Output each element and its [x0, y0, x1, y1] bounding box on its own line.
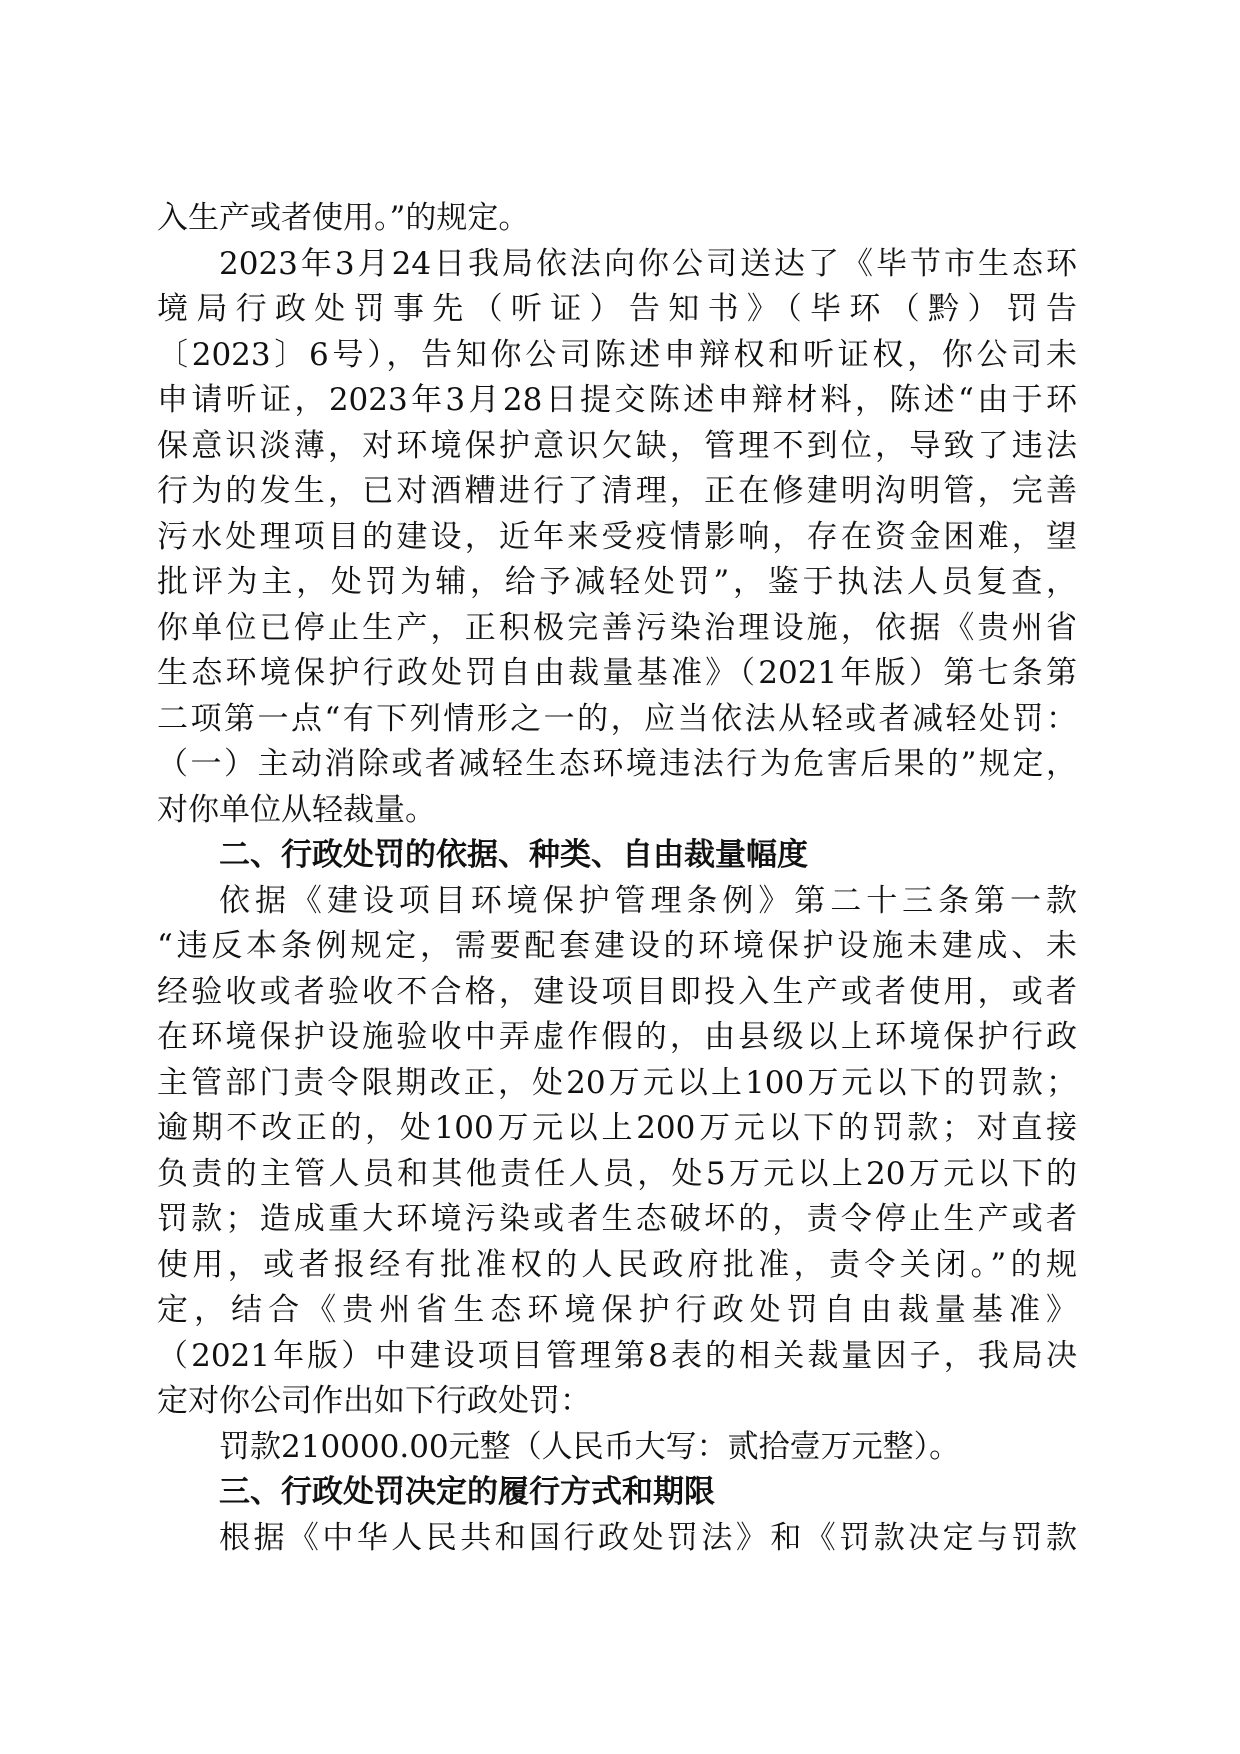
- basis-line: 经验收或者验收不合格，建设项目即投入生产或者使用，或者: [157, 973, 1077, 1010]
- penalty-amount: 罚款210000.00元整（人民币大写：贰拾壹万元整）。: [219, 1428, 961, 1465]
- basis-line: 在环境保护设施验收中弄虚作假的，由县级以上环境保护行政: [157, 1019, 1077, 1055]
- basis-line: “违反本条例规定，需要配套建设的环境保护设施未建成、未: [157, 928, 1077, 964]
- statement-line: 2023年3月24日我局依法向你公司送达了《毕节市生态环: [219, 245, 1077, 282]
- basis-line: 主管部门责令限期改正，处20万元以上100万元以下的罚款；: [157, 1064, 1077, 1101]
- basis-line: 依据《建设项目环境保护管理条例》第二十三条第一款: [219, 882, 1077, 919]
- basis-line: 使用，或者报经有批准权的人民政府批准，责令关闭。”的规: [157, 1246, 1077, 1283]
- section-heading-basis: 二、行政处罚的依据、种类、自由裁量幅度: [219, 837, 808, 873]
- statement-line: 污水处理项目的建设，近年来受疫情影响，存在资金困难，望: [157, 518, 1077, 555]
- statement-line: 保意识淡薄，对环境保护意识欠缺，管理不到位，导致了违法: [157, 427, 1077, 464]
- basis-line: （2021年版）中建设项目管理第8表的相关裁量因子，我局决: [157, 1337, 1077, 1374]
- basis-line: 定对你公司作出如下行政处罚：: [157, 1383, 591, 1419]
- document-page: [157, 196, 1077, 1561]
- execution-line: 根据《中华人民共和国行政处罚法》和《罚款决定与罚款: [219, 1519, 1077, 1556]
- statement-line: 境局行政处罚事先（听证）告知书》（毕环（黔）罚告: [157, 291, 1077, 327]
- statement-line: 批评为主，处罚为辅，给予减轻处罚”，鉴于执法人员复查，: [157, 564, 1077, 600]
- statement-line: 对你单位从轻裁量。: [157, 791, 436, 828]
- statement-line: 行为的发生，已对酒糟进行了清理，正在修建明沟明管，完善: [157, 473, 1077, 509]
- statement-line: 申请听证，2023年3月28日提交陈述申辩材料，陈述“由于环: [157, 382, 1077, 418]
- statement-line: 二项第一点“有下列情形之一的，应当依法从轻或者减轻处罚：: [157, 700, 1077, 737]
- paragraph-continuation: 入生产或者使用。”的规定。: [157, 200, 530, 236]
- basis-line: 罚款；造成重大环境污染或者生态破坏的，责令停止生产或者: [157, 1201, 1077, 1237]
- basis-line: 定，结合《贵州省生态环境保护行政处罚自由裁量基准》: [157, 1292, 1077, 1328]
- basis-line: 逾期不改正的，处100万元以上200万元以下的罚款；对直接: [157, 1110, 1077, 1146]
- statement-line: （一）主动消除或者减轻生态环境违法行为危害后果的”规定，: [157, 746, 1077, 782]
- section-heading-execution: 三、行政处罚决定的履行方式和期限: [219, 1474, 715, 1510]
- statement-line: 生态环境保护行政处罚自由裁量基准》（2021年版）第七条第: [157, 655, 1077, 691]
- statement-line: 你单位已停止生产，正积极完善污染治理设施，依据《贵州省: [157, 609, 1077, 646]
- basis-line: 负责的主管人员和其他责任人员，处5万元以上20万元以下的: [157, 1155, 1077, 1192]
- statement-line: 〔2023〕6号），告知你公司陈述申辩权和听证权，你公司未: [157, 336, 1077, 373]
